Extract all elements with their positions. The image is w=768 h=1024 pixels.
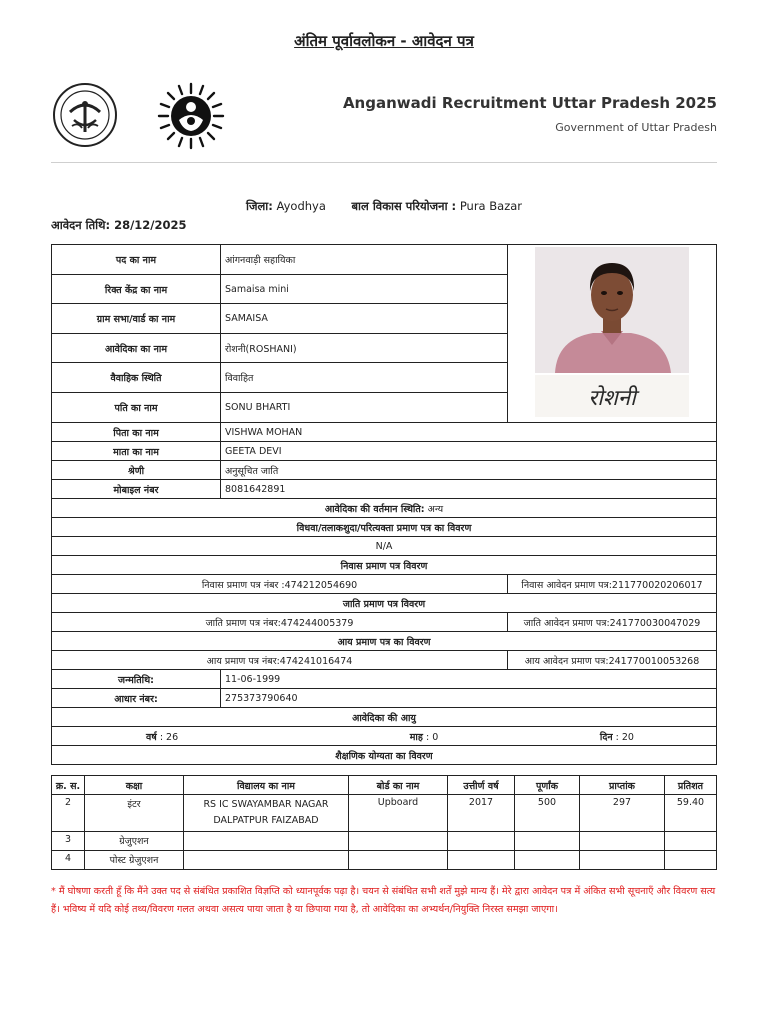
residence-cert-number: निवास प्रमाण पत्र नंबर :474212054690 — [52, 575, 508, 594]
section-title-row — [52, 556, 717, 575]
aadhaar-row — [52, 689, 717, 708]
education-row — [52, 832, 717, 851]
cell — [448, 832, 515, 851]
svg-text:रोशनी: रोशनी — [588, 386, 636, 411]
detail-label: माता का नाम — [52, 442, 221, 461]
widow-section-title: विधवा/तलाकशुदा/परित्यक्ता प्रमाण पत्र का विवरण — [52, 518, 717, 537]
current-status-label: आवेदिका की वर्तमान स्थिति: — [324, 503, 425, 515]
section-value-row — [52, 537, 717, 556]
aadhaar-value: 275373790640 — [221, 689, 717, 708]
detail-label: ग्राम सभा/वार्ड का नाम — [52, 304, 221, 334]
age-row — [52, 727, 717, 746]
caste-section-title: जाति प्रमाण पत्र विवरण — [52, 594, 717, 613]
caste-cert-number: जाति प्रमाण पत्र नंबर:474244005379 — [52, 613, 508, 632]
cell — [665, 832, 717, 851]
cell — [665, 851, 717, 870]
residence-section-title: निवास प्रमाण पत्र विवरण — [52, 556, 717, 575]
detail-label: वैवाहिक स्थिति — [52, 363, 221, 393]
applicant-photo — [535, 247, 689, 373]
cell — [580, 851, 665, 870]
detail-label: पति का नाम — [52, 393, 221, 423]
col-header: प्रतिशत — [665, 776, 717, 795]
org-title: Anganwadi Recruitment Uttar Pradesh 2025 — [342, 94, 717, 112]
detail-value: रोशनी(ROSHANI) — [221, 334, 508, 363]
detail-label: रिक्त केंद्र का नाम — [52, 275, 221, 304]
certificate-row — [52, 651, 717, 670]
residence-application-number: निवास आवेदन प्रमाण पत्र:211770020206017 — [508, 575, 717, 594]
aadhaar-label: आधार नंबर: — [52, 689, 221, 708]
income-section-title: आय प्रमाण पत्र का विवरण — [52, 632, 717, 651]
col-header: विद्यालय का नाम — [184, 776, 349, 795]
declaration-text: * मैं घोषणा करती हूँ कि मैंने उक्त पद से संबंधित प्रकाशित विज्ञप्ति को ध्यानपूर्वक पढ़ा है। चयन से संबंधित सभी शर्तें मुझे मान्य हैं। मेरे द्वारा आवेदन पत्र में अंकित सभी सूचनाएँ और विवरण सत्य हैं। भविष्य में यदि कोई तथ्य/विवरण गलत अथवा असत्य पाया जाता है या छिपाया गया है, तो आवेदिका का अभ्यर्थन/नियुक्ति निरस्त समझा जाएगा। — [51, 886, 716, 915]
col-header: बोर्ड का नाम — [349, 776, 448, 795]
cell: इंटर — [85, 795, 184, 832]
detail-label: मोबाइल नंबर — [52, 480, 221, 499]
detail-label: श्रेणी — [52, 461, 221, 480]
cell: 59.40 — [665, 795, 717, 832]
certificate-row — [52, 575, 717, 594]
cell — [448, 851, 515, 870]
detail-value: विवाहित — [221, 363, 508, 393]
age-months: माह : 0 — [409, 731, 439, 743]
education-row — [52, 851, 717, 870]
cell — [349, 851, 448, 870]
detail-label: आवेदिका का नाम — [52, 334, 221, 363]
district-label: जिला: — [245, 199, 273, 213]
detail-value: VISHWA MOHAN — [221, 423, 717, 442]
section-title-row — [52, 708, 717, 727]
dob-label: जन्मतिथि: — [52, 670, 221, 689]
widow-section-value: N/A — [52, 537, 717, 556]
detail-label: पद का नाम — [52, 245, 221, 275]
current-status-row — [52, 499, 717, 518]
applicant-signature — [535, 375, 689, 417]
header-divider — [51, 162, 717, 163]
district-project-line — [0, 199, 768, 214]
col-header: पूर्णांक — [515, 776, 580, 795]
cell — [515, 832, 580, 851]
col-header: कक्षा — [85, 776, 184, 795]
project-label: बाल विकास परियोजना : — [351, 199, 457, 213]
cell: 2 — [52, 795, 85, 832]
cell: 4 — [52, 851, 85, 870]
detail-value: 8081642891 — [221, 480, 717, 499]
cell: 2017 — [448, 795, 515, 832]
application-date: आवेदन तिथि: 28/12/2025 — [51, 218, 187, 232]
cell: RS IC SWAYAMBAR NAGAR DALPATPUR FAIZABAD — [184, 795, 349, 832]
icds-mother-child-logo — [155, 80, 227, 152]
education-table — [51, 775, 717, 870]
cell — [515, 851, 580, 870]
dob-value: 11-06-1999 — [221, 670, 717, 689]
detail-row — [52, 245, 717, 275]
section-title-row — [52, 632, 717, 651]
income-application-number: आय आवेदन प्रमाण पत्र:241770010053268 — [508, 651, 717, 670]
current-status-value: अन्य — [427, 503, 444, 515]
age-days: दिन : 20 — [599, 731, 634, 743]
section-title-row — [52, 518, 717, 537]
cell — [580, 832, 665, 851]
age-years: वर्ष : 26 — [146, 731, 179, 743]
detail-value: GEETA DEVI — [221, 442, 717, 461]
detail-value: Samaisa mini — [221, 275, 508, 304]
education-header-row — [52, 776, 717, 795]
page-title: अंतिम पूर्वावलोकन - आवेदन पत्र — [294, 32, 474, 50]
cell: 297 — [580, 795, 665, 832]
detail-value: SONU BHARTI — [221, 393, 508, 423]
section-title-row — [52, 594, 717, 613]
detail-value: SAMAISA — [221, 304, 508, 334]
detail-row — [52, 461, 717, 480]
cell: 500 — [515, 795, 580, 832]
certificate-row — [52, 613, 717, 632]
dob-row — [52, 670, 717, 689]
income-cert-number: आय प्रमाण पत्र नंबर:474241016474 — [52, 651, 508, 670]
education-section-title: शैक्षणिक योग्यता का विवरण — [52, 746, 717, 765]
cell — [349, 832, 448, 851]
district-value: Ayodhya — [276, 199, 326, 213]
detail-row — [52, 442, 717, 461]
detail-value: अनुसूचित जाति — [221, 461, 717, 480]
project-value: Pura Bazar — [459, 199, 523, 213]
detail-row — [52, 480, 717, 499]
cell — [184, 832, 349, 851]
detail-row — [52, 423, 717, 442]
detail-value: आंगनवाड़ी सहायिका — [221, 245, 508, 275]
cell: 3 — [52, 832, 85, 851]
detail-label: पिता का नाम — [52, 423, 221, 442]
org-subtitle: Government of Uttar Pradesh — [555, 121, 717, 134]
up-government-seal-logo — [52, 82, 118, 148]
cell: पोस्ट ग्रेजुएशन — [85, 851, 184, 870]
cell: Upboard — [349, 795, 448, 832]
applicant-details-table — [51, 244, 717, 765]
education-row — [52, 795, 717, 832]
col-header: उत्तीर्ण वर्ष — [448, 776, 515, 795]
age-section-title: आवेदिका की आयु — [52, 708, 717, 727]
col-header: प्राप्तांक — [580, 776, 665, 795]
section-title-row — [52, 746, 717, 765]
caste-application-number: जाति आवेदन प्रमाण पत्र:241770030047029 — [508, 613, 717, 632]
photo-signature-cell — [508, 245, 717, 423]
col-header: क्र. स. — [52, 776, 85, 795]
cell — [184, 851, 349, 870]
cell: ग्रेजुएशन — [85, 832, 184, 851]
